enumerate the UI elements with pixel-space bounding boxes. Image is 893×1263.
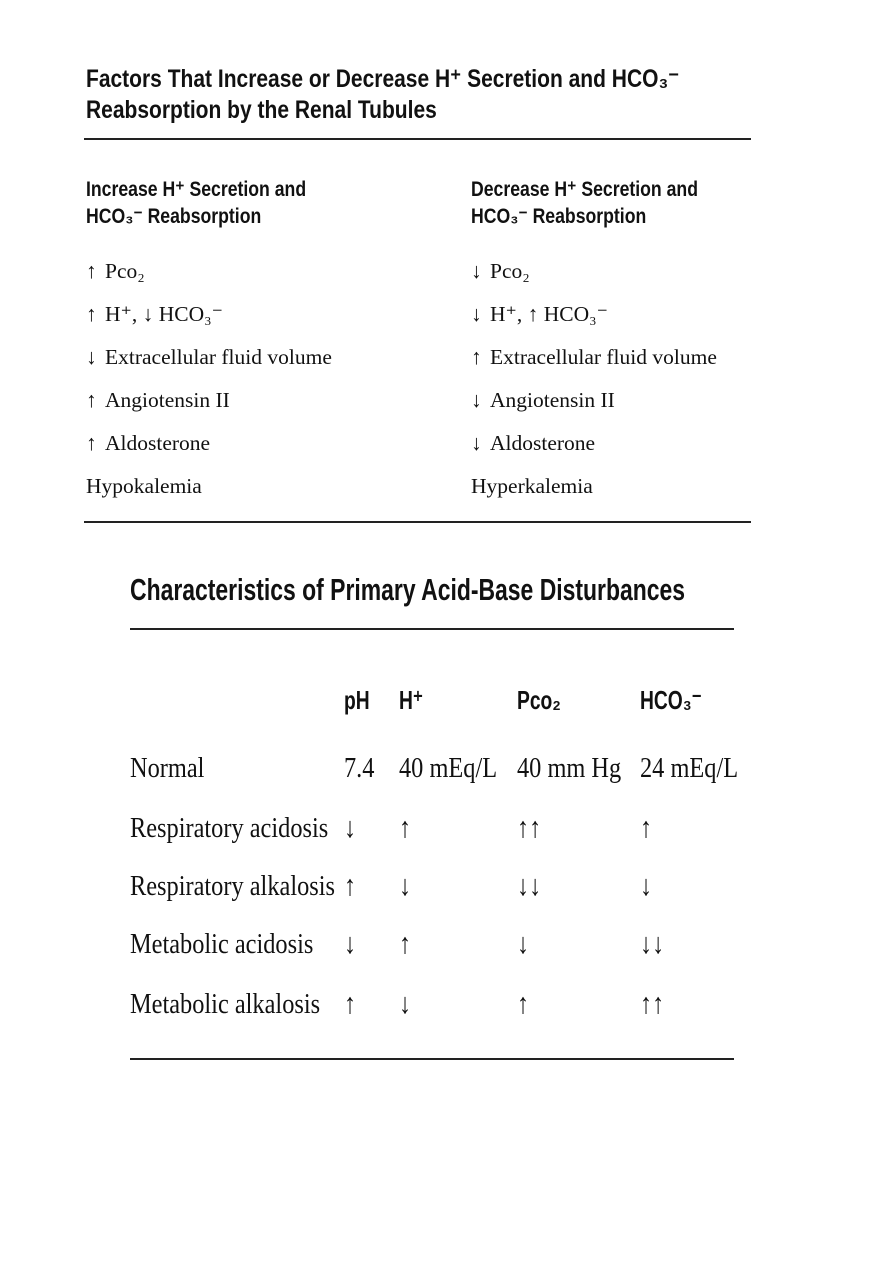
factor-text: Aldosterone [490, 431, 596, 455]
table-row [0, 866, 893, 906]
factor-text: Angiotensin II [105, 388, 230, 412]
cell-text: ↑ [399, 928, 412, 960]
table1-header-decrease-line2: HCO₃⁻ Reabsorption [471, 205, 647, 228]
cell-text: ↑↑ [517, 812, 542, 844]
factor-text: Pco₂ [105, 259, 145, 283]
list-item [471, 465, 717, 508]
list-item [86, 250, 332, 293]
table1-increase-list [86, 250, 332, 508]
table1-header-decrease [471, 176, 741, 230]
cell-text: ↑ [344, 988, 357, 1020]
list-item [86, 336, 332, 379]
table1-header-increase [86, 176, 348, 230]
cell-pco2 [517, 924, 532, 964]
cell-text: 40 mm Hg [517, 752, 622, 784]
factor-text: Hypokalemia [86, 474, 202, 498]
arrow-icon: ↓ [471, 388, 482, 412]
table-row [0, 748, 893, 788]
cell-pco2 [517, 748, 641, 788]
cell-text: ↑ [399, 812, 412, 844]
column-header-hco3 [640, 684, 724, 716]
row-label [130, 808, 366, 848]
cell-hco3 [640, 924, 669, 964]
cell-pco2 [517, 984, 532, 1024]
cell-text: ↓ [344, 928, 357, 960]
cell-h [399, 924, 414, 964]
table1-title-line2: Reabsorption by the Renal Tubules [86, 96, 437, 124]
cell-hco3 [640, 748, 757, 788]
arrow-icon: ↓ [471, 259, 482, 283]
factor-text: Hyperkalemia [471, 474, 593, 498]
column-header-ph [344, 684, 379, 716]
arrow-icon: ↓ [86, 345, 97, 369]
list-item [471, 293, 717, 336]
table1-top-rule [84, 138, 751, 140]
factor-text: Extracellular fluid volume [490, 345, 717, 369]
cell-ph [344, 924, 359, 964]
table1-decrease-list [471, 250, 717, 508]
table2-top-rule [130, 628, 734, 630]
table1-title-line1: Factors That Increase or Decrease H⁺ Secretion and HCO₃⁻ [86, 65, 680, 93]
cell-ph [344, 866, 359, 906]
table-row [0, 924, 893, 964]
factor-text: Extracellular fluid volume [105, 345, 332, 369]
column-header-pco2 [517, 684, 576, 716]
table1-header-increase-line2: HCO₃⁻ Reabsorption [86, 205, 262, 228]
cell-ph [344, 748, 380, 788]
table-row [0, 808, 893, 848]
cell-text: ↑ [344, 870, 357, 902]
cell-text: ↓ [399, 870, 412, 902]
cell-text: ↑ [640, 812, 653, 844]
row-label [130, 866, 374, 906]
column-header-text: pH [344, 685, 370, 715]
cell-hco3 [640, 866, 655, 906]
cell-text: 40 mEq/L [399, 752, 498, 784]
cell-text: Metabolic alkalosis [130, 988, 321, 1020]
list-item [86, 293, 332, 336]
cell-text: ↑↑ [640, 988, 665, 1020]
cell-text: Normal [130, 752, 205, 784]
cell-h [399, 984, 414, 1024]
factor-text: H⁺, ↑ HCO₃⁻ [490, 302, 608, 326]
list-item [86, 379, 332, 422]
column-header-text: Pco₂ [517, 685, 561, 715]
cell-pco2 [517, 866, 546, 906]
table1-title [86, 64, 792, 126]
arrow-icon: ↓ [471, 302, 482, 326]
cell-h [399, 808, 414, 848]
list-item [86, 422, 332, 465]
cell-text: Respiratory alkalosis [130, 870, 335, 902]
table-row [0, 984, 893, 1024]
list-item [86, 465, 332, 508]
table1-header-decrease-line1: Decrease H⁺ Secretion and [471, 178, 698, 201]
cell-ph [344, 984, 359, 1024]
arrow-icon: ↑ [86, 431, 97, 455]
column-header-text: HCO₃⁻ [640, 685, 702, 715]
column-header-text: H⁺ [399, 685, 424, 715]
table2-title-text: Characteristics of Primary Acid-Base Disturbances [130, 572, 686, 607]
cell-text: Respiratory acidosis [130, 812, 329, 844]
table2-bottom-rule [130, 1058, 734, 1060]
row-label [130, 924, 348, 964]
list-item [471, 336, 717, 379]
cell-text: ↓ [399, 988, 412, 1020]
arrow-icon: ↑ [471, 345, 482, 369]
cell-text: ↓ [344, 812, 357, 844]
cell-text: Metabolic acidosis [130, 928, 314, 960]
table2-title [130, 570, 880, 610]
cell-text: 24 mEq/L [640, 752, 739, 784]
cell-text: ↓ [517, 928, 530, 960]
arrow-icon: ↑ [86, 259, 97, 283]
table1-bottom-rule [84, 521, 751, 523]
list-item [471, 250, 717, 293]
arrow-icon: ↑ [86, 388, 97, 412]
row-label [130, 984, 356, 1024]
arrow-icon: ↓ [471, 431, 482, 455]
cell-text: ↓ [640, 870, 653, 902]
column-header-h [399, 684, 432, 716]
cell-text: ↑ [517, 988, 530, 1020]
list-item [471, 379, 717, 422]
row-label [130, 748, 219, 788]
factor-text: Pco₂ [490, 259, 530, 283]
cell-hco3 [640, 984, 669, 1024]
table1-header-increase-line1: Increase H⁺ Secretion and [86, 178, 307, 201]
cell-text: 7.4 [344, 752, 375, 784]
list-item [471, 422, 717, 465]
cell-ph [344, 808, 359, 848]
cell-h [399, 866, 414, 906]
cell-hco3 [640, 808, 655, 848]
cell-pco2 [517, 808, 546, 848]
arrow-icon: ↑ [86, 302, 97, 326]
cell-text: ↓↓ [517, 870, 542, 902]
cell-text: ↓↓ [640, 928, 665, 960]
factor-text: H⁺, ↓ HCO₃⁻ [105, 302, 223, 326]
factor-text: Angiotensin II [490, 388, 615, 412]
factor-text: Aldosterone [105, 431, 211, 455]
cell-h [399, 748, 516, 788]
